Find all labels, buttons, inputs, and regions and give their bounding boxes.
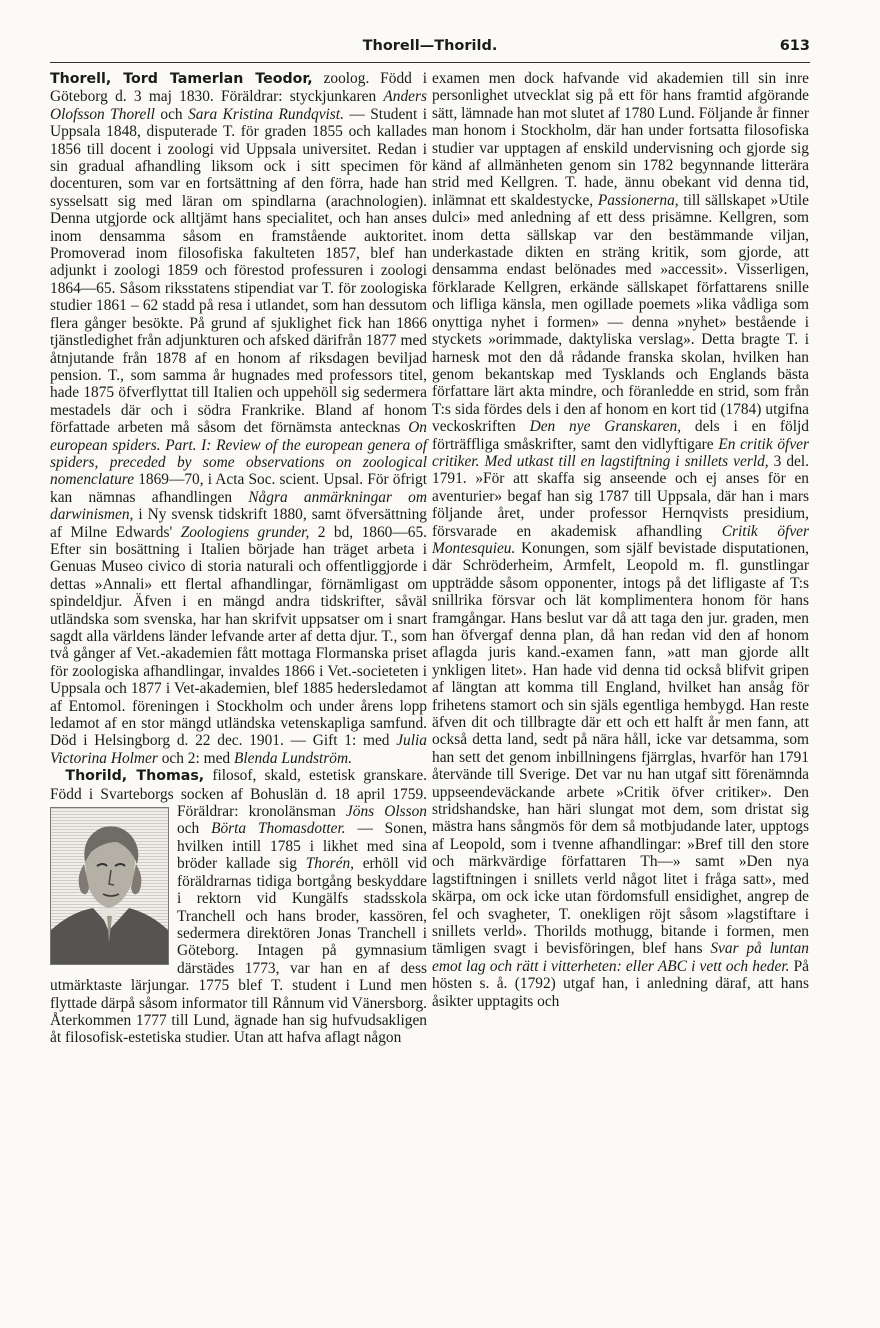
italic-text: Några anmärkningar om darwinismen, — [50, 488, 427, 524]
italic-text: En critik öfver critiker. Med utkast till en lagstiftning i snillets verld, — [432, 435, 809, 470]
article-text: dels i en följd förträffliga småskrifter, samt den vidlyftigare — [432, 418, 810, 453]
article-text: zoolog. Född i Göteborg d. 3 maj 1830. Föräldrar: styckjunkaren — [50, 70, 428, 106]
article-text: — Student i Uppsala 1848, disputerade T. för graden 1855 och kallades 1856 till docent i zoologi vid Uppsala universitet. Redan i sin gradual afhandling liksom ock i sitt specimen för docenturen, som var en fortsättning af den förra, hade han sysselsatt sig med läran om spindlarna (arachnologien). Denna utgjorde ock alltjämt hans specialitet, och han anses inom densamma såsom en framstående auktoritet. Promoverad inom filosofiska fakulteten 1857, blef han adjunkt i zoologi 1859 och förestod professuren i zoologi 1864—65. Såsom riksstatens stipendiat var T. för zoologiska studier 1861 – 62 stadd på resa i utlandet, som han dessutom flera gånger besökte. På grund af sjuklighet fick han 1866 tjänstledighet från adjunkturen och afsked därifrån 1877 med åtnjutande från 1878 af en honom af riksdagen beviljad pension. T., som samma år hugnades med professors titel, hade 1875 öfverflyttat till Italien och uppehöll sig sedermera mestadels där och i södra Frankrike. Bland af honom författade arbeten må såsom det förnämsta antecknas — [50, 105, 427, 437]
header-rule — [50, 62, 810, 63]
article-text: Konungen, som själf bevistade disputationen, där Schröderheim, Armfelt, Leopold m. fl. gunstlingar uppträdde såsom opponenter, intogs på det lifligaste af T:s snillrika försvar och lät komplimentera honom för hans framgångar. Hans beslut var då att taga den jur. graden, men han öfvergaf denna plan, då han redan vid den af honom aflagda juris kand.-examen fann, »att man gjorde allt ynkligen litet». Han hade vid denna tid också blifvit gripen af längtan att komma till England, hvilket han ansåg för frihetens stamort och sin själs egentliga hembygd. Han reste äfven dit och tillbragte där ett och ett halft år men fann, att också detta land, sedt på nära håll, icke var detsamma, som han sett det genom inbillningens fjärrglas, hvarför han 1791 återvände till Sverige. Det var nu han utgaf sitt förenämnda uppseendeväckande arbete »Critik öfver critiker». Den stridshandske, han häri slungat mot dem, som dristat sig mästra hans sångmös för dem så motbjudande later, upptogs af Leopold, som i tvenne afhandlingar: »Bref till den store och märkvärdige författaren Th—» samt »Den nya lagstiftningen i snillets verld något litet i fråga satt», med skärpa, om ock icke utan fördomsfull ensidighet, angrep de fel och svagheter, T. onekligen röjt såsom »lagstiftare i snillets verld». Thorilds mothugg, bitande i formen, men tämligen svagt i bevisföringen, blef hans — [432, 539, 809, 958]
italic-text: Börta Thomasdotter. — [211, 820, 346, 838]
article-text: examen men dock hafvande vid akademien till sin inre personlighet utvecklat sig på ett för hans framtid afgörande sätt, lämnade han mot slutet af 1780 Lund. Följande år finner man honom i Stockholm, där han under fortsatta filosofiska studier var upptagen af enskild undervisning och gjorde sig känd af allmänheten genom sin 1782 begynnande litterära strid med Kellgren. T. hade, ännu obekant vid denna tid, inlämnat ett skaldestycke, — [432, 70, 809, 209]
article-text: till sällskapet »Utile dulci» med anledning af ett dess prisämne. Kellgren, som inom detta sällskap var den bestämmande viljan, underkastade dikten en sträng kritik, som gjorde, att densamma endast belönades med »accessit». Visserligen, förklarade Kellgren, erkände sällskapet författarens snille och lifliga känsla, men ogillade poemets »lika vådliga som onyttiga nyhet i formen» — denna »nyhet» bestående i styckets »orimmade, daktyliska verslag». Detta bragte T. i harnesk mot den då rådande franska skolan, hvilken han genom bekantskap med Tysklands och Englands bästa författare lärt akta mindre, och föranledde en strid, som från T:s sida fördes dels i den af honom en kort tid (1784) utgifna veckoskriften — [432, 191, 810, 436]
italic-text: Critik öfver Montesquieu. — [432, 522, 809, 557]
italic-text: Zoologiens grunder, — [180, 523, 310, 541]
italic-text: Svar på luntan emot lag och rätt i vitterheten: eller ABC i vett och heder. — [432, 940, 809, 975]
right-column — [432, 70, 809, 1010]
article-text: och — [177, 820, 212, 838]
italic-text: Julia Victorina Holmer — [50, 732, 427, 767]
headword-thorild: Thorild, Thomas, — [65, 768, 205, 785]
italic-text: Blenda Lundström. — [233, 749, 352, 767]
article-thorild — [50, 767, 427, 1047]
portrait-image — [50, 807, 169, 965]
article-text: och — [154, 105, 189, 123]
article-text: 3 del. 1791. »För att skaffa sig anseende och ej anses för en aventurier» begaf han sig 1787 till Uppsala, där han i mars följande året, under professor Hernqvists presidium, försvarade en akademisk afhandling — [432, 452, 809, 540]
headword-thorell: Thorell, Tord Tamerlan Teodor, — [50, 71, 313, 87]
article-text: På hösten s. å. (1792) utgaf han, i anledning däraf, att hans åsikter upptagits och — [432, 957, 809, 1010]
italic-text: Den nye Granskaren, — [529, 418, 682, 436]
italic-text: Sara Kristina Rundqvist. — [188, 105, 344, 123]
article-thorell — [50, 70, 427, 767]
article-text: 1869—70, i Acta Soc. scient. Upsal. För öfrigt kan nämnas afhandlingen — [50, 471, 427, 506]
portrait-icon — [51, 808, 168, 964]
page-number: 613 — [779, 38, 810, 54]
article-text: erhöll vid föräldrarnas tidiga bortgång beskyddare i rektorn vid Kungälfs stadsskola Tranchell och hans broder, kassören, sedermera direktören Jonas Tranchell i Göteborg. Intagen på gymnasium därstädes 1773, var han en af dess utmärktaste lärjungar. 1775 blef T. student i Lund men flyttade därpå såsom informator till Rånnum vid Vänersborg. Återkommen 1777 till Lund, ägnade han sig hufvudsakligen åt filosofisk-estetiska studier. Utan att hafva aflagt någon — [50, 855, 427, 1047]
italic-text: Anders Olofsson Thorell — [50, 88, 427, 123]
italic-text: On european spiders. Part. I: Review of the european genera of spiders, preceded by some observations on zoological nomenclature — [50, 419, 427, 489]
article-text: och 2: med — [157, 749, 234, 767]
article-text: — Sonen, hvilken intill 1785 i likhet med sina bröder kallade sig — [177, 820, 427, 873]
italic-text: Passionerna, — [597, 191, 679, 209]
left-column — [50, 70, 427, 1047]
italic-text: Jöns Olsson — [345, 803, 427, 821]
article-text: filosof, skald, estetisk granskare. Född i Svarteborgs socken af Bohuslän d. 18 april 1759. Föräldrar: kronolänsman — [50, 767, 427, 821]
italic-text: Thorén, — [305, 855, 355, 873]
article-text: i Ny svensk tidskrift 1880, samt öfversättning af Milne Edwards' — [50, 506, 427, 541]
running-head — [50, 38, 810, 60]
article-text: 2 bd, 1860—65. Efter sin bosättning i Italien började han träget arbeta i Genuas Museo civico di storia naturali och offentliggjorde i dettas »Annali» ett flertal afhandlingar, förnämligast om spindeldjur. Äfven i en mängd andra tidskrifter, såväl utländska som svenska, har han skrifvit uppsatser om i snart sagdt alla världens länder lefvande arter af detta djur. T., som två gånger af Vet.-akademien fått mottaga Flormanska priset för zoologiska afhandlingar, invaldes 1866 i Vet.-societeten i Uppsala och 1877 i Vet-akademien, blef 1885 hedersledamot af Entomol. föreningen i Stockholm och under årens lopp ledamot af en stor mängd utländska vetenskapliga samfund. Död i Helsingborg d. 22 dec. 1901. — Gift 1: med — [50, 523, 427, 750]
article-thorild-continued — [432, 70, 809, 1010]
running-title: Thorell—Thorild. — [362, 38, 498, 54]
